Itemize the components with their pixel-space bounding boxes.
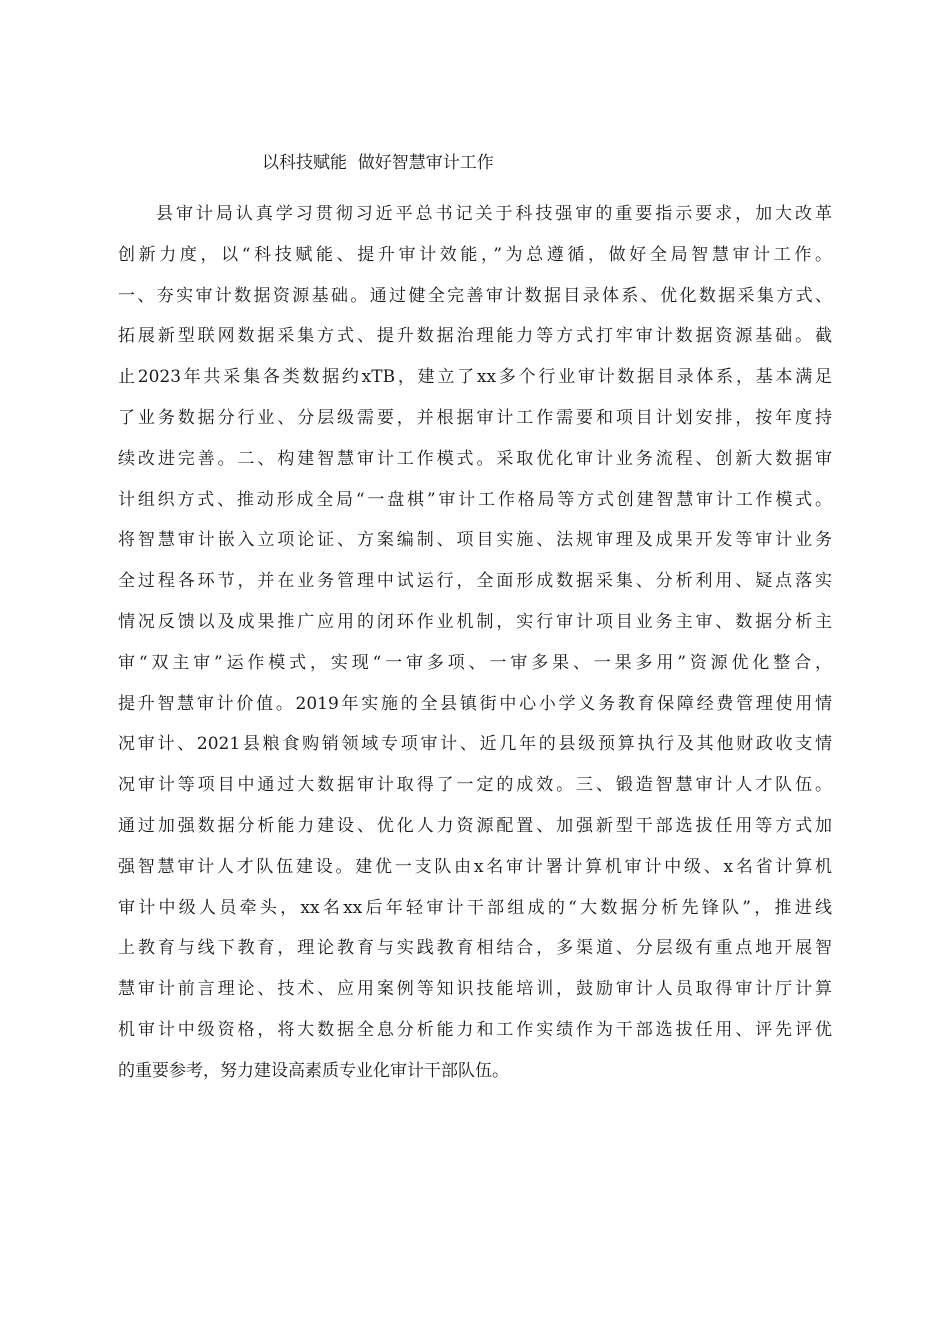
body-line: 将智慧审计嵌入立项论证、方案编制、项目实施、法规审理及成果开发等审计业务 (118, 530, 832, 551)
body-line: 审“双主审”运作模式，实现“一审多项、一审多果、一果多用”资源优化整合， (118, 652, 832, 673)
body-line: 上教育与线下教育，理论教育与实践教育相结合，多渠道、分层级有重点地开展智 (118, 938, 832, 959)
body-line: 拓展新型联网数据采集方式、提升数据治理能力等方式打牢审计数据资源基础。截 (118, 326, 832, 347)
document-title: 以科技赋能 做好智慧审计工作 (262, 153, 494, 173)
body-line: 强智慧审计人才队伍建设。建优一支队由x名审计署计算机审计中级、x名省计算机 (118, 856, 832, 877)
body-line: 况审计等项目中通过大数据审计取得了一定的成效。三、锻造智慧审计人才队伍。 (118, 775, 832, 796)
body-line: 续改进完善。二、构建智慧审计工作模式。采取优化审计业务流程、创新大数据审 (118, 448, 832, 469)
body-line: 一、夯实审计数据资源基础。通过健全完善审计数据目录体系、优化数据采集方式、 (118, 285, 832, 306)
body-line: 全过程各环节，并在业务管理中试运行，全面形成数据采集、分析利用、疑点落实 (118, 571, 832, 592)
body-line: 创新力度，以“科技赋能、提升审计效能，”为总遵循，做好全局智慧审计工作。 (118, 244, 832, 265)
body-line: 机审计中级资格，将大数据全息分析能力和工作实绩作为干部选拔任用、评先评优 (118, 1019, 832, 1040)
body-line: 县审计局认真学习贯彻习近平总书记关于科技强审的重要指示要求，加大改革 (156, 204, 832, 224)
body-line: 了业务数据分行业、分层级需要，并根据审计工作需要和项目计划安排，按年度持 (118, 407, 832, 428)
body-line: 通过加强数据分析能力建设、优化人力资源配置、加强新型干部选拔任用等方式加 (118, 815, 832, 836)
document-body (118, 194, 832, 1092)
body-line: 计组织方式、推动形成全局“一盘棋”审计工作格局等方式创建智慧审计工作模式。 (118, 489, 832, 510)
body-line: 况审计、2021县粮食购销领域专项审计、近几年的县级预算执行及其他财政收支情 (118, 734, 832, 755)
body-line: 慧审计前言理论、技术、应用案例等知识技能培训，鼓励审计人员取得审计厅计算 (118, 979, 832, 1000)
body-line: 情况反馈以及成果推广应用的闭环作业机制，实行审计项目业务主审、数据分析主 (118, 611, 832, 632)
body-line: 提升智慧审计价值。2019年实施的全县镇街中心小学义务教育保障经费管理使用情 (118, 693, 832, 714)
body-line: 止2023年共采集各类数据约xTB，建立了xx多个行业审计数据目录体系，基本满足 (118, 367, 832, 388)
body-line: 审计中级人员牵头，xx名xx后年轻审计干部组成的“大数据分析先锋队”，推进线 (118, 897, 832, 918)
body-line: 的重要参考，努力建设高素质专业化审计干部队伍。 (118, 1060, 509, 1081)
